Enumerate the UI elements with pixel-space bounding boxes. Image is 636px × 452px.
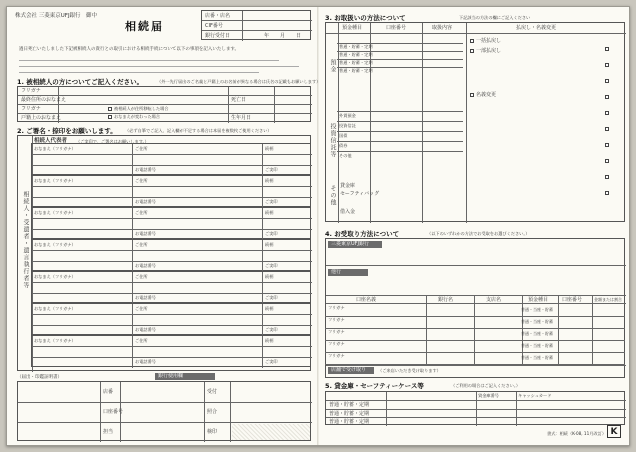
heir-seal-label: ご実印	[265, 231, 278, 236]
s4-col-branch: 支店名	[486, 297, 502, 303]
s3-deposit-row: 普通・貯蓄・定期	[339, 44, 373, 49]
heir-name-label: おなまえ（フリガナ）	[34, 210, 76, 215]
s3-other-row: 外貨預金	[339, 113, 356, 118]
bank-use-item-5: 検印	[207, 429, 218, 435]
s4-row-furigana: フリガナ	[328, 317, 345, 322]
col-safe: 貸金庫番号	[478, 393, 499, 398]
heir-address-input[interactable]	[134, 347, 260, 356]
section3-title: 3. お取扱いの方法について	[325, 14, 406, 22]
section1-title: 1. 被相続人の方についてご記入ください。	[17, 78, 144, 86]
col-method: 払戻し・名義変更	[516, 25, 557, 31]
s4-row-type: 普通・当座・貯蓄	[521, 307, 553, 312]
bank-use-item-4: 照合	[207, 409, 218, 415]
heir-block	[31, 335, 311, 367]
day-label: 日	[296, 33, 302, 39]
heir-address-label: ご住所	[135, 210, 148, 215]
form-code: 書式：相続（K-08, 11月改訂）	[547, 431, 607, 436]
s4-row-furigana: フリガナ	[328, 353, 345, 358]
heir-block	[31, 207, 311, 239]
s4-col-type: 預金種目	[528, 297, 549, 303]
receipt-table	[325, 238, 625, 378]
bank-header-box	[201, 10, 311, 40]
bank-name: 株式会社 三菱東京UFJ銀行 御中	[15, 13, 98, 19]
section4-note: （以下のいずれかの方法でお受取をお選びください。）	[427, 231, 530, 236]
bank-use-item-1: 店番	[103, 389, 114, 395]
heirs-vertical-label: 相続人・受遺者・遺言執行者等	[22, 191, 29, 289]
s3-row-checkbox[interactable]	[605, 79, 609, 83]
cash-bar: 店舗で受け取り	[328, 367, 374, 374]
col-owner: 取扱内容	[432, 25, 453, 31]
name-changed-label: おなまえが変わった場合	[114, 114, 161, 119]
death-date-input[interactable]	[276, 96, 310, 103]
deceased-table	[17, 86, 311, 122]
vertical-investment: 投資信託等	[329, 123, 336, 158]
method-partial: 一部払戻し	[476, 48, 502, 54]
heir-address-input[interactable]	[134, 219, 260, 228]
name-changed-checkbox[interactable]	[108, 115, 112, 119]
heir-phone-label: お電話番号	[135, 167, 156, 172]
heir-address-label: ご住所	[135, 146, 148, 151]
date-label: 銀行受付日	[205, 33, 231, 39]
heir-address-label: ご住所	[135, 306, 148, 311]
s4-row-furigana: フリガナ	[328, 305, 345, 310]
s4-account-name-input[interactable]	[327, 346, 423, 351]
section4-title: 4. お受取り方法について	[325, 230, 400, 238]
heir-name-input[interactable]	[34, 219, 130, 228]
year-label: 年	[264, 33, 270, 39]
heir-name-input[interactable]	[34, 347, 130, 356]
s3-deposit-row: 普通・貯蓄・定期	[339, 52, 373, 57]
heir-phone-label: お電話番号	[135, 295, 156, 300]
s3-row-checkbox[interactable]	[605, 111, 609, 115]
s3-row-checkbox[interactable]	[605, 63, 609, 67]
safe-table	[325, 391, 625, 425]
heir-seal-label: ご実印	[265, 199, 278, 204]
s3-row-checkbox[interactable]	[605, 143, 609, 147]
heir-phone-label: お電話番号	[135, 199, 156, 204]
loan-label: 借入金	[340, 209, 356, 215]
other-bank-bar: 他行	[328, 269, 368, 276]
heir-block	[31, 303, 311, 335]
own-bank-bar: 三菱東京UFJ銀行	[328, 241, 382, 248]
heir-phone-label: お電話番号	[135, 263, 156, 268]
safe-box-label: セーフティバッグ	[340, 191, 380, 197]
s4-row-furigana: フリガナ	[328, 329, 345, 334]
s5-row-1: 普通・貯蓄・定期	[329, 402, 370, 408]
office-label: 店番・店名	[205, 13, 231, 19]
method-change: 名義変更	[476, 92, 497, 98]
section2-title: 2. ご署名・捺印をお願いします。	[17, 127, 117, 135]
month-label: 月	[280, 33, 286, 39]
heir-relation-label: 続柄	[265, 146, 274, 151]
address-moved-label: 被相続人が住所移転した場合	[114, 106, 169, 111]
col-keys: キャッシュカード	[518, 393, 552, 398]
heir-block	[31, 271, 311, 303]
lump-sum-checkbox[interactable]	[470, 39, 474, 43]
s4-col-bank: 銀行名	[438, 297, 454, 303]
heir-relation-label: 続柄	[265, 338, 274, 343]
heir-seal-label: ご実印	[265, 263, 278, 268]
heir-name-input[interactable]	[34, 315, 130, 324]
heir-name-label: おなまえ（フリガナ）	[34, 242, 76, 247]
section5-note: （ご利用の場合はご記入ください。）	[451, 383, 521, 388]
s3-deposit-row: 普通・貯蓄・定期	[339, 68, 373, 73]
furigana-label-1: フリガナ	[21, 88, 41, 94]
heir-name-label: おなまえ（フリガナ）	[34, 274, 76, 279]
s4-row-furigana: フリガナ	[328, 341, 345, 346]
corner-mark: K	[607, 425, 621, 438]
furigana-label-2: フリガナ	[21, 106, 41, 112]
s3-row-checkbox[interactable]	[605, 191, 609, 195]
address-moved-checkbox[interactable]	[108, 107, 112, 111]
heir-block	[31, 239, 311, 271]
section5-title: 5. 貸金庫・セーフティーケース等	[325, 382, 424, 390]
form-title: 相続届	[125, 20, 164, 33]
s4-account-name-input[interactable]	[327, 322, 423, 327]
heir-address-label: ご住所	[135, 274, 148, 279]
heir-relation-label: 続柄	[265, 306, 274, 311]
cif-label: CIF番号	[205, 23, 223, 29]
heir-relation-label: 続柄	[265, 178, 274, 183]
vertical-other: その他	[329, 185, 336, 206]
col-product: 預金種目	[342, 25, 363, 31]
birth-date-label: 生年月日	[231, 115, 252, 121]
s4-col-name: 口座名義	[356, 297, 377, 303]
heir-address-input[interactable]	[134, 283, 260, 292]
s3-row-checkbox[interactable]	[605, 47, 609, 51]
heir-address-input[interactable]	[134, 187, 260, 196]
heir-phone-label: お電話番号	[135, 359, 156, 364]
heir-name-input[interactable]	[34, 283, 130, 292]
form-sheet	[6, 6, 630, 446]
s3-deposit-row: 普通・貯蓄・定期	[339, 60, 373, 65]
section1-note: （外一先行届出のご名義と戸籍上のお名前が異なる場合は氏名の記載もお願いします）	[157, 79, 321, 84]
vertical-deposit: 預金	[329, 59, 336, 73]
s3-other-row: その他	[339, 153, 352, 158]
heir-name-input[interactable]	[34, 155, 130, 164]
heir-address-input[interactable]	[134, 251, 260, 260]
bank-use-item-3: 受付	[207, 389, 218, 395]
heir-name-label: おなまえ（フリガナ）	[34, 178, 76, 183]
page-gutter	[317, 7, 319, 445]
s4-row-type: 普通・当座・貯蓄	[521, 343, 553, 348]
rep-sub: （ご実印で、ご署名はお願いします。）	[76, 139, 149, 144]
heir-name-label: おなまえ（フリガナ）	[34, 338, 76, 343]
s4-row-type: 普通・当座・貯蓄	[521, 331, 553, 336]
s3-other-row: 債券	[339, 143, 348, 148]
heir-name-input[interactable]	[34, 251, 130, 260]
heir-address-label: ご住所	[135, 178, 148, 183]
s3-row-checkbox[interactable]	[605, 95, 609, 99]
section3-note: 下記該当の方法の欄にご記入ください	[459, 15, 531, 20]
heir-name-label: おなまえ（フリガナ）	[34, 146, 76, 151]
heir-block	[31, 175, 311, 207]
s4-row-type: 普通・当座・貯蓄	[521, 355, 553, 360]
s4-account-name-input[interactable]	[327, 310, 423, 315]
heir-relation-label: 続柄	[265, 274, 274, 279]
s5-row-2: 普通・貯蓄・定期	[329, 411, 370, 417]
heir-seal-label: ご実印	[265, 359, 278, 364]
deceased-address-input[interactable]	[60, 96, 226, 103]
bank-use-table	[17, 381, 311, 441]
heir-address-label: ご住所	[135, 338, 148, 343]
heir-phone-label: お電話番号	[135, 231, 156, 236]
section2-note: （必ず自筆でご記入、記入欄が不足する場合は本届を複数枚ご使用ください）	[125, 128, 272, 133]
s3-row-checkbox[interactable]	[605, 175, 609, 179]
s4-col-account: 口座番号	[562, 297, 583, 303]
s3-other-row: 投資信託	[339, 123, 356, 128]
death-date-label: 死亡日	[231, 97, 247, 103]
bank-use-item-2: 口座番号	[103, 409, 124, 415]
heir-phone-label: お電話番号	[135, 327, 156, 332]
partial-checkbox[interactable]	[470, 49, 474, 53]
bank-use-bar: 銀行使用欄	[155, 373, 215, 380]
heir-block	[31, 143, 311, 175]
heir-address-label: ご住所	[135, 242, 148, 247]
rep-label: 相続人代表者	[34, 138, 68, 144]
safe-deposit-label: 貸金庫	[340, 183, 356, 189]
method-lump: 一括払戻し	[476, 38, 502, 44]
bank-use-item-6: 担当	[103, 429, 114, 435]
heir-seal-label: ご実印	[265, 167, 278, 172]
cash-note: （ご来店いただき受け取ります）	[378, 368, 441, 373]
s4-account-name-input[interactable]	[327, 358, 423, 363]
col-account: 口座番号	[386, 25, 407, 31]
heir-address-input[interactable]	[134, 315, 260, 324]
s4-row-type: 普通・当座・貯蓄	[521, 319, 553, 324]
bank-use-title: （届出・印鑑証明書）	[17, 375, 62, 380]
s3-row-checkbox[interactable]	[605, 159, 609, 163]
heir-name-label: おなまえ（フリガナ）	[34, 306, 76, 311]
registry-name-label: 戸籍上のおなまえ	[21, 115, 62, 121]
heir-relation-label: 続柄	[265, 210, 274, 215]
heir-seal-label: ご実印	[265, 295, 278, 300]
intro-text: 過日死亡いたしました下記被相続人の貴行との取引における相続手続について以下の事項を記入いたします。	[19, 47, 240, 52]
heir-name-input[interactable]	[34, 187, 130, 196]
name-change-checkbox[interactable]	[470, 93, 474, 97]
last-address-label: 最終住所のおなまえ	[21, 97, 67, 103]
s4-account-name-input[interactable]	[327, 334, 423, 339]
s3-row-checkbox[interactable]	[605, 127, 609, 131]
heir-relation-label: 続柄	[265, 242, 274, 247]
deceased-name-input[interactable]	[60, 114, 106, 122]
s4-col-amount: 金額または割合	[594, 297, 622, 302]
s3-other-row: 国債	[339, 133, 348, 138]
heir-seal-label: ご実印	[265, 327, 278, 332]
s5-row-3: 普通・貯蓄・定期	[329, 419, 370, 425]
heir-address-input[interactable]	[134, 155, 260, 164]
